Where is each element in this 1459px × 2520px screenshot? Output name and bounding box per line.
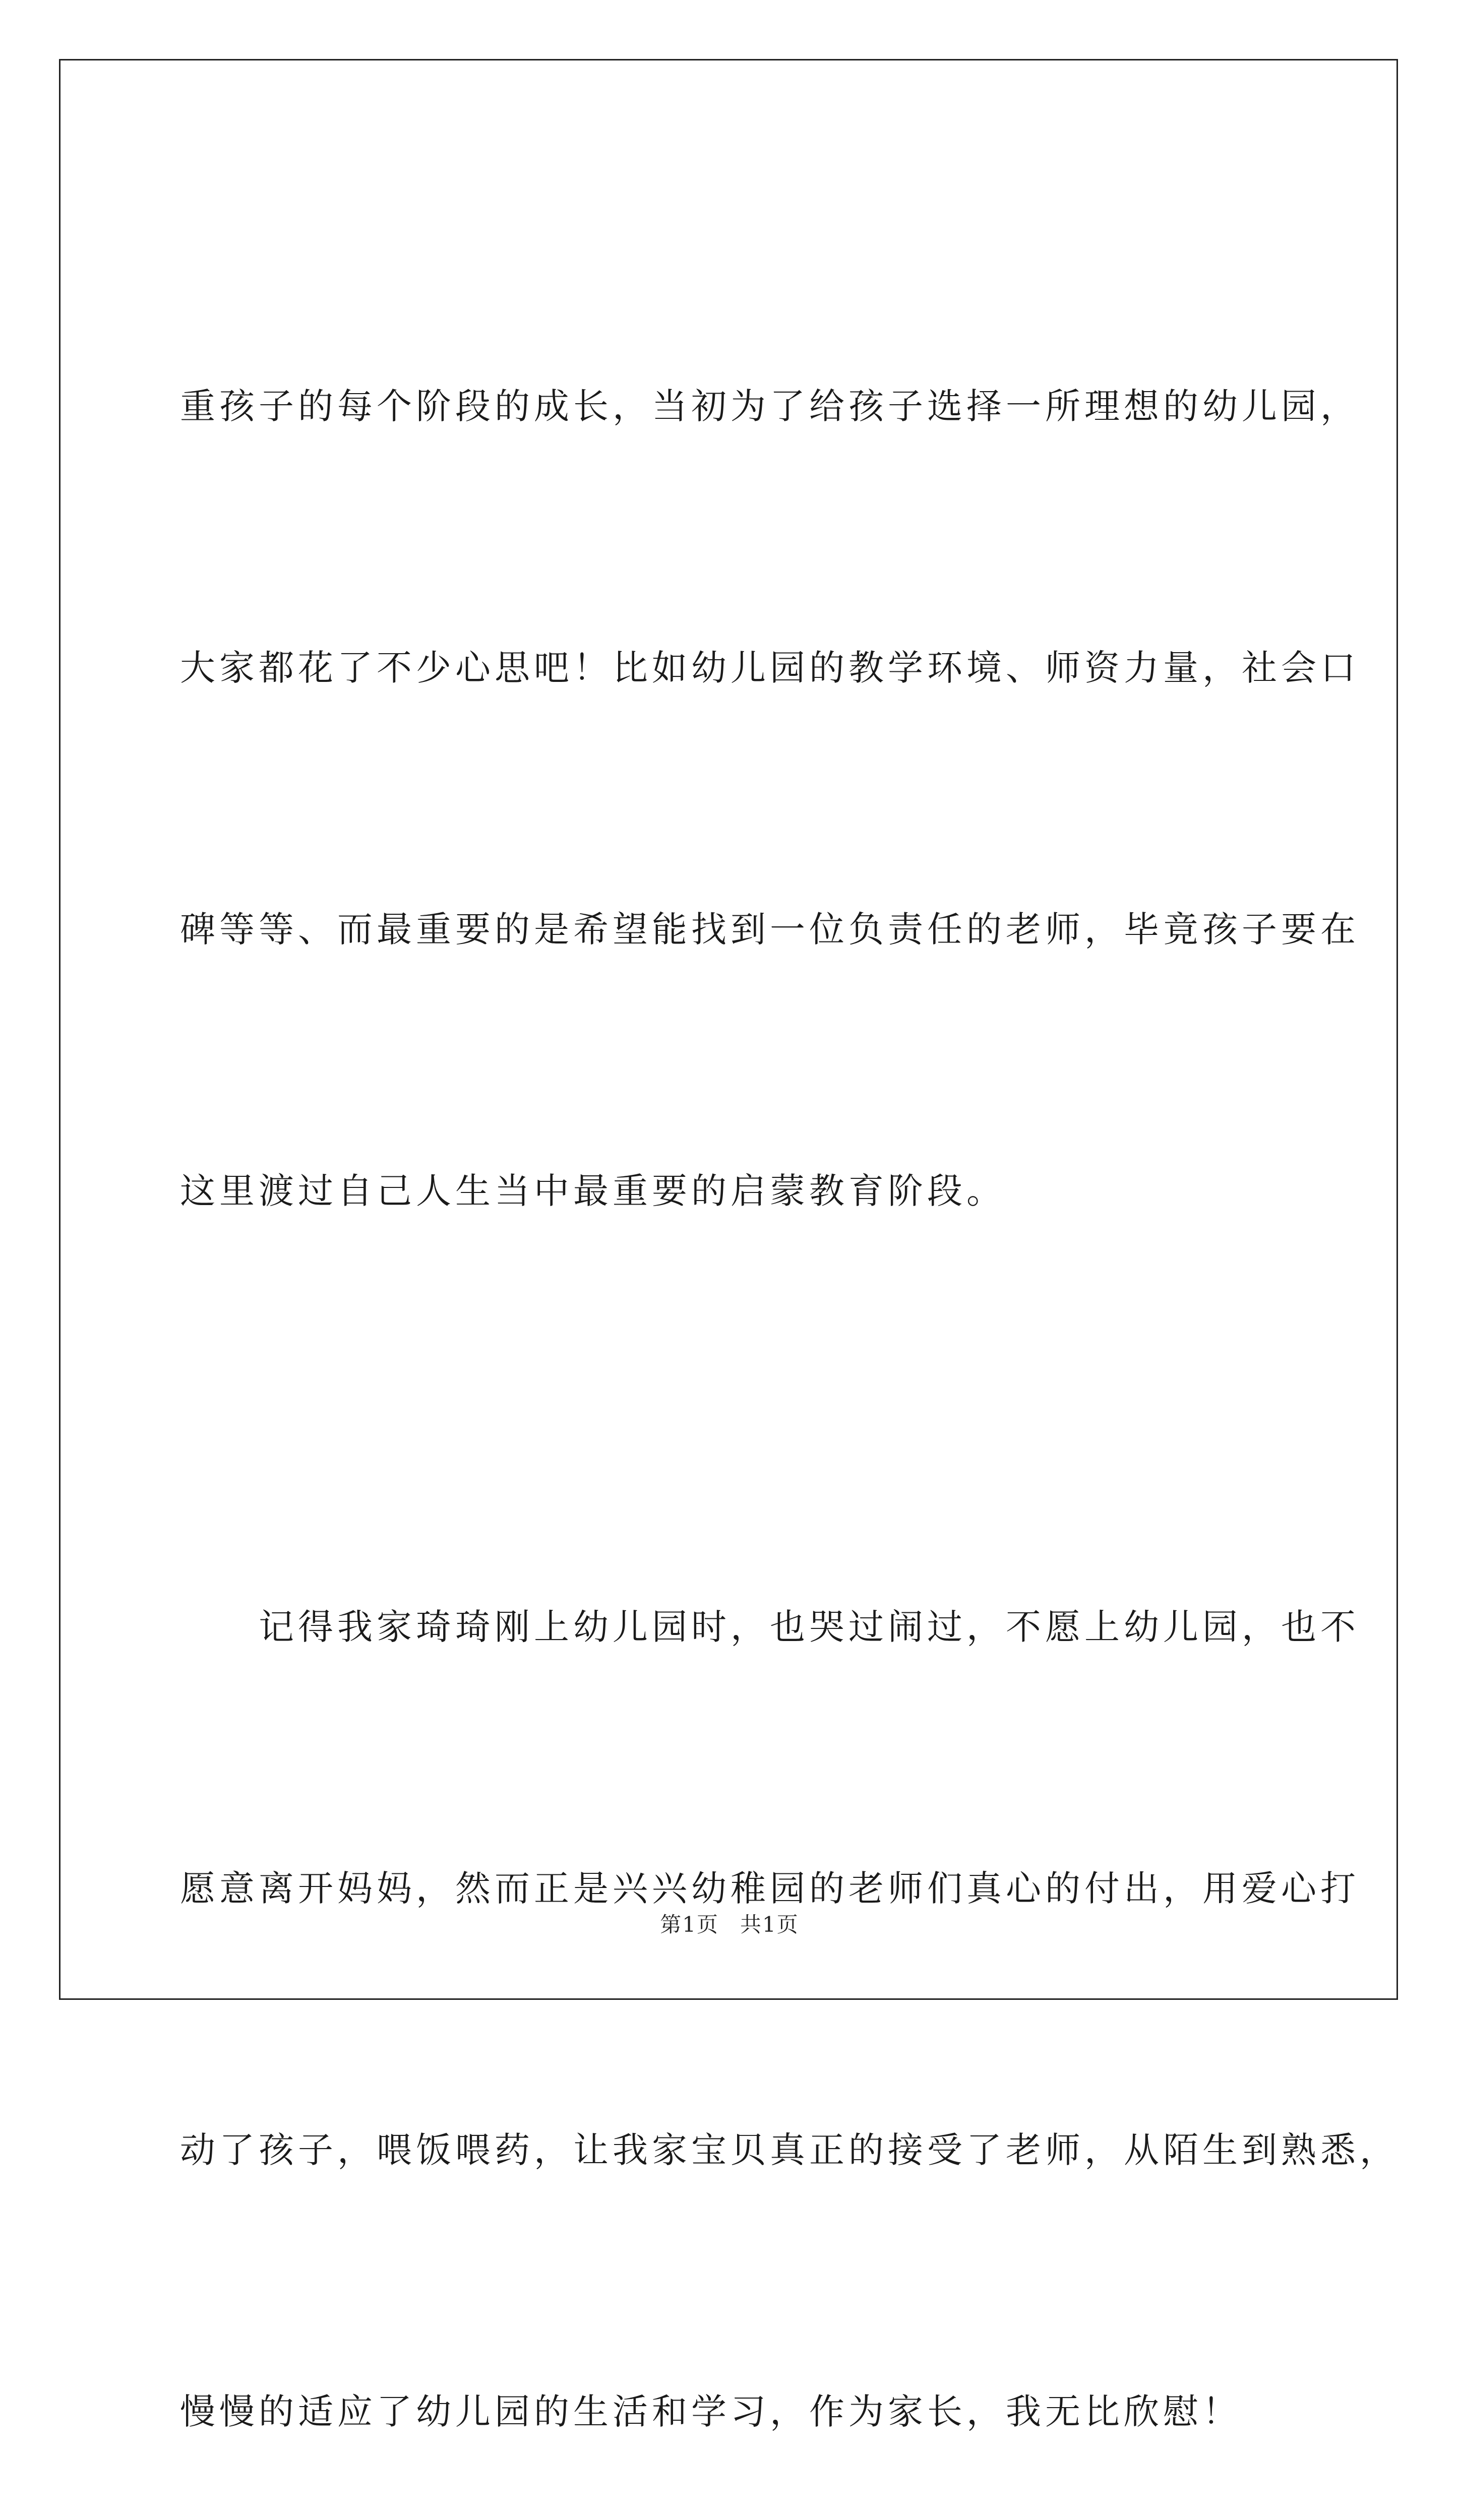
text-line: 重孩子的每个阶段的成长，当初为了给孩子选择一所理想的幼儿园，: [180, 386, 1360, 427]
page-footer: [0, 1908, 1459, 1938]
text-line: 慢慢的适应了幼儿园的生活和学习，作为家长，我无比欣慰！: [180, 2391, 1242, 2432]
paragraph-2: [180, 1409, 1399, 2520]
page-number: 第1页: [660, 1912, 719, 1937]
text-line: 大家都花了不少心思吧！比如幼儿园的教学环境、师资力量，社会口: [180, 647, 1360, 688]
text-line: 记得我家琦琦刚上幼儿园时，也哭过闹过，不愿上幼儿园，也不: [180, 1606, 1360, 1648]
text-line: 动了孩子，喂饭喂药，让我家宝贝真正的接受了老师，从陌生到熟悉，: [180, 2129, 1399, 2171]
page-total: 共1页: [740, 1912, 799, 1937]
text-line: 这里渡过自己人生当中最重要的启蒙教育阶段。: [180, 1170, 1006, 1212]
document-body: [180, 188, 1399, 2520]
paragraph-1: [180, 188, 1360, 1409]
text-line: 愿意离开妈妈，然而正是兴兴幼稚园的老师们真心的付出，用爱心打: [180, 1868, 1360, 1909]
text-line: 碑等等、而最重要的是希望能找到一位负责任的老师，毕竟孩子要在: [180, 909, 1360, 950]
